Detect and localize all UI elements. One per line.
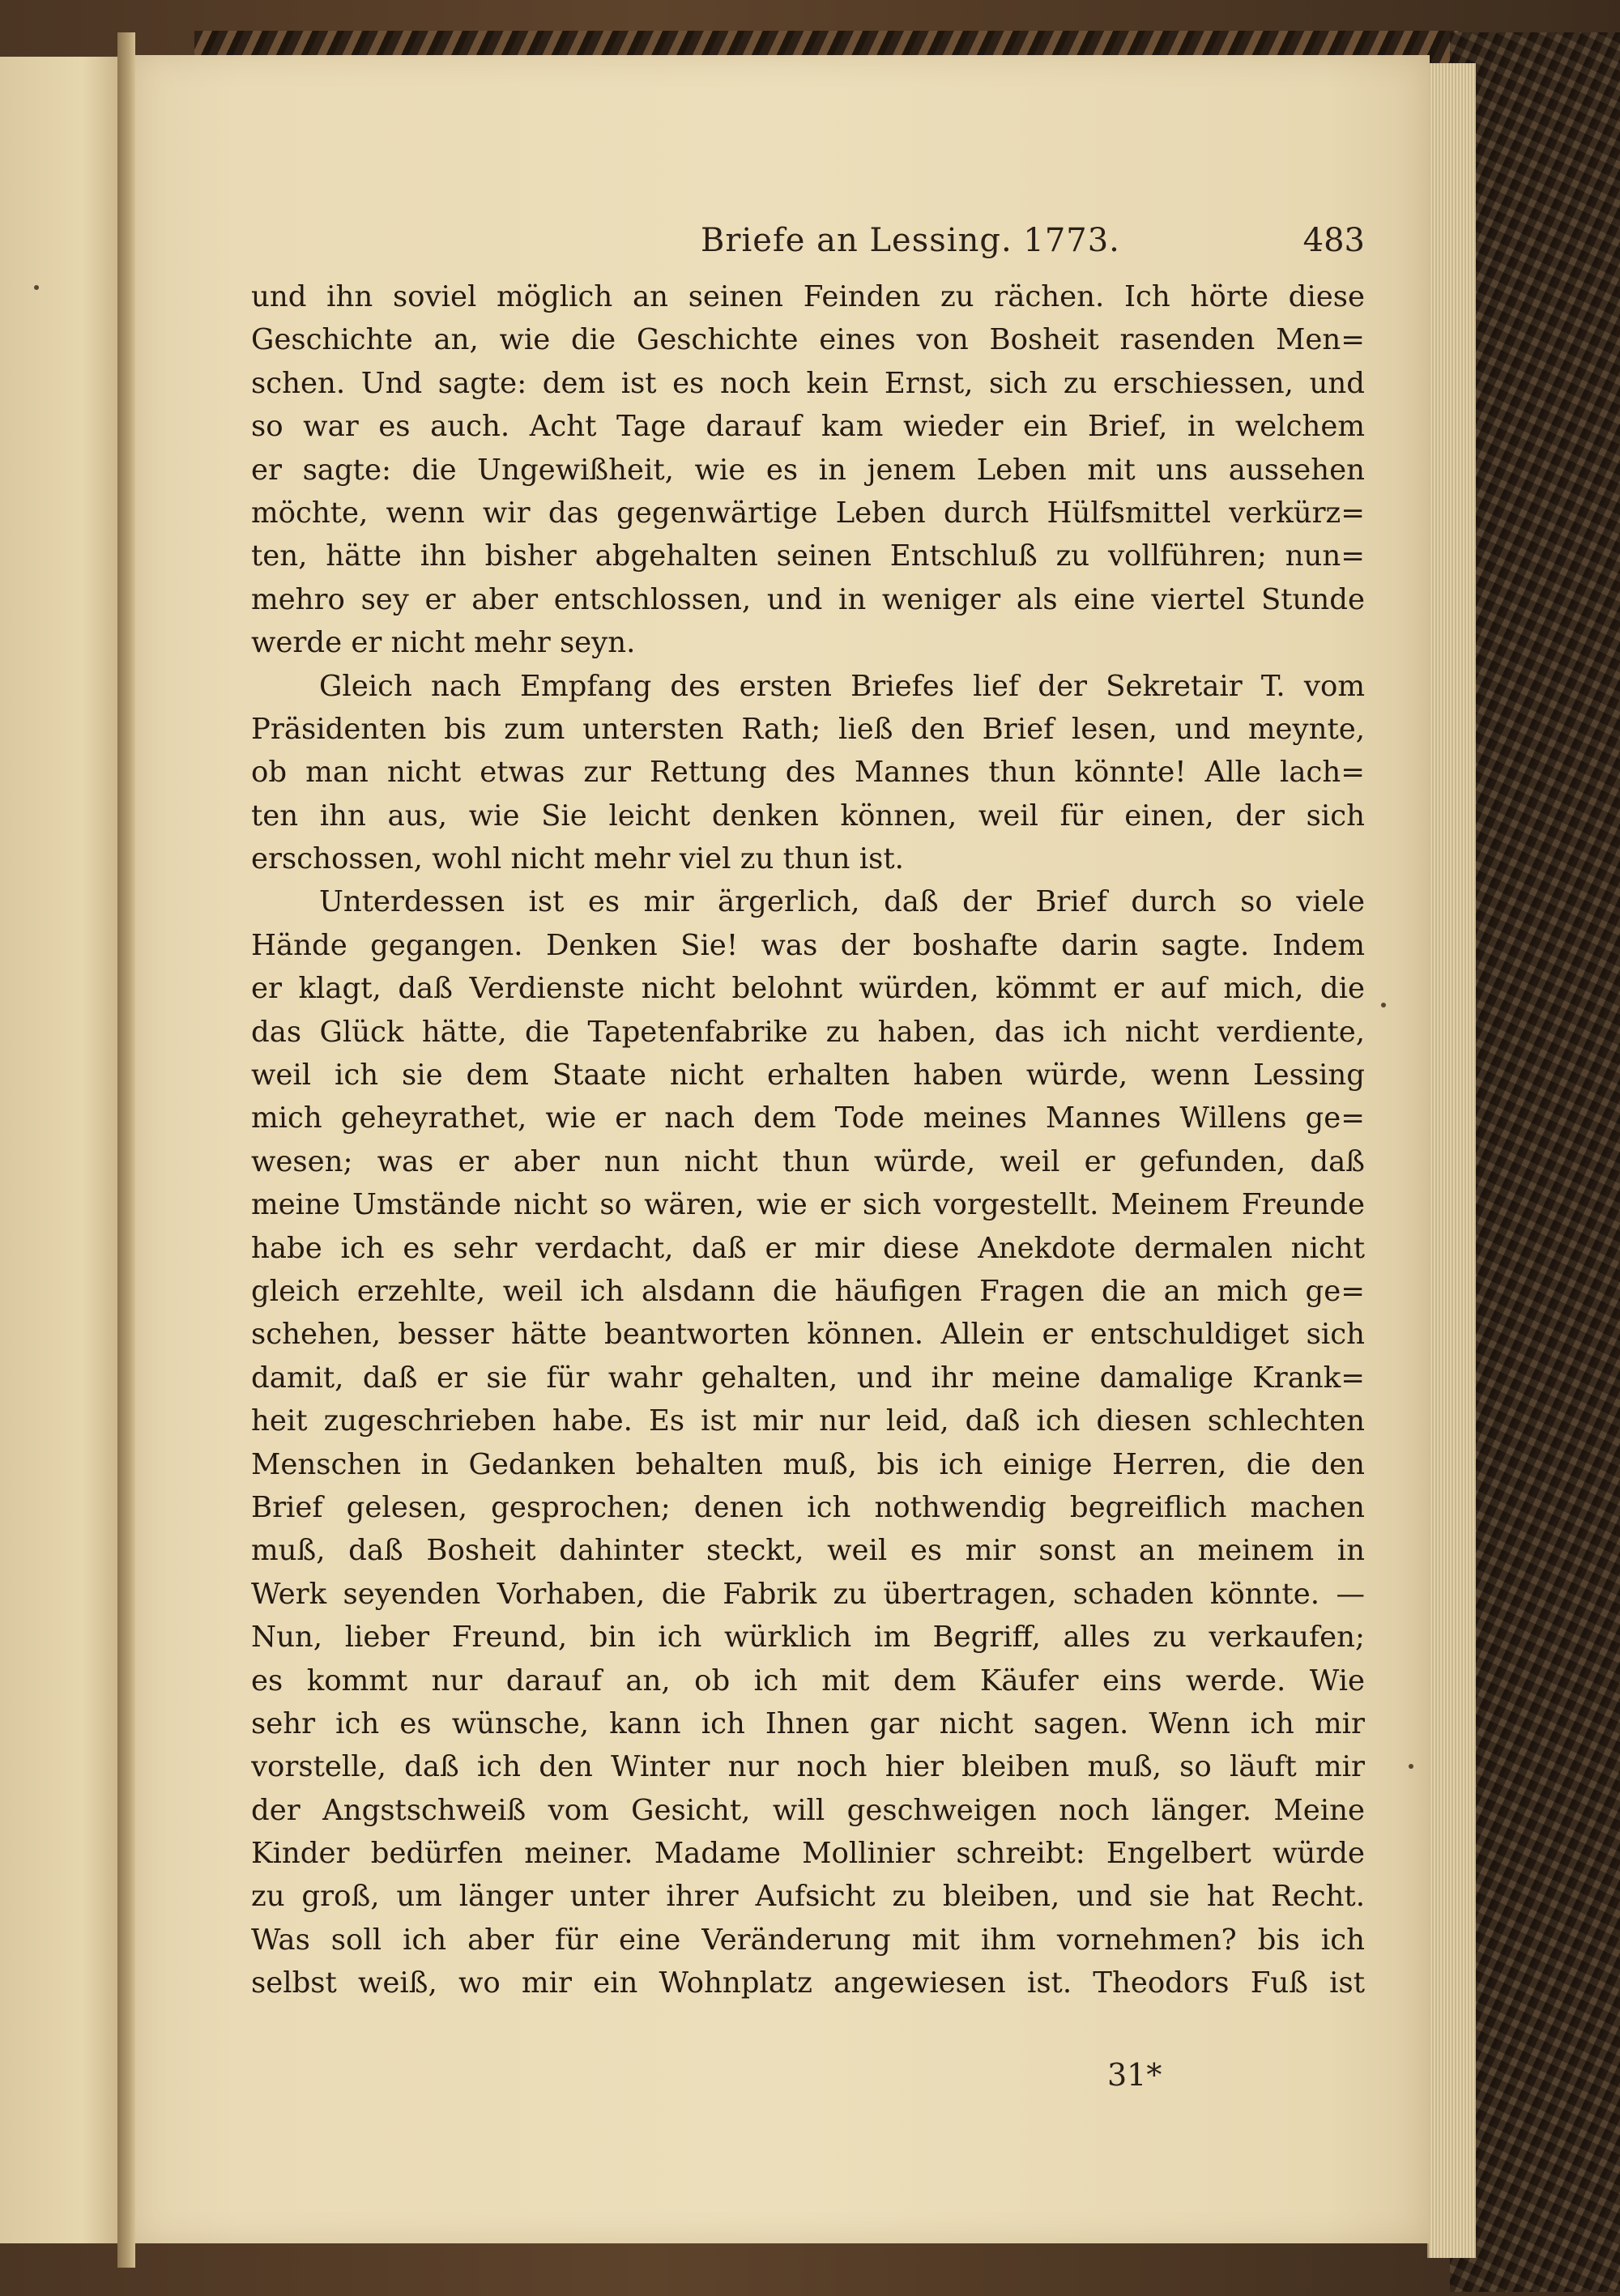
text-line: heit zugeschrieben habe. Es ist mir nur leid, daß ich diesen schlechten (251, 1404, 1365, 1438)
text-line: das Glück hätte, die Tapetenfabrike zu haben, das ich nicht verdiente, (251, 1015, 1365, 1049)
text-line: wesen; was er aber nun nicht thun würde, weil er gefunden, daß (251, 1144, 1365, 1178)
text-line: Hände gegangen. Denken Sie! was der boshafte darin sagte. Indem (251, 928, 1365, 962)
text-line: damit, daß er sie für wahr gehalten, und ihr meine damalige Krank= (251, 1361, 1365, 1395)
text-line: möchte, wenn wir das gegenwärtige Leben durch Hülfsmittel verkürz= (251, 496, 1365, 530)
text-line: mich geheyrathet, wie er nach dem Tode meines Mannes Willens ge= (251, 1101, 1365, 1135)
paragraph-start: Gleich nach Empfang des ersten Briefes lief der Sekretair T. vom (319, 669, 1365, 703)
text-line: Kinder bedürfen meiner. Madame Mollinier schreibt: Engelbert würde (251, 1837, 1365, 1871)
text-line: der Angstschweiß vom Gesicht, will geschweigen noch länger. Meine (251, 1793, 1365, 1827)
text-line: schehen, besser hätte beantworten können. Allein er entschuldiget sich (251, 1318, 1365, 1352)
page-body (251, 275, 1365, 2005)
text-line: habe ich es sehr verdacht, daß er mir diese Anekdote dermalen nicht (251, 1231, 1365, 1265)
text-line: Werk seyenden Vorhaben, die Fabrik zu übertragen, schaden könnte. — (251, 1577, 1365, 1611)
text-line: und ihn soviel möglich an seinen Feinden zu rächen. Ich hörte diese (251, 280, 1365, 313)
text-line: selbst weiß, wo mir ein Wohnplatz angewiesen ist. Theodors Fuß ist (251, 1966, 1365, 2000)
text-line: Menschen in Gedanken behalten muß, bis ich einige Herren, die den (251, 1447, 1365, 1481)
text-line: vorstelle, daß ich den Winter nur noch hier bleiben muß, so läuft mir (251, 1750, 1365, 1784)
text-line: ten, hätte ihn bisher abgehalten seinen Entschluß zu vollführen; nun= (251, 539, 1365, 573)
text-line: es kommt nur darauf an, ob ich mit dem Käufer eins werde. Wie (251, 1663, 1365, 1698)
text-line: meine Umstände nicht so wären, wie er sich vorgestellt. Meinem Freunde (251, 1188, 1365, 1222)
text-line: mehro sey er aber entschlossen, und in weniger als eine viertel Stunde (251, 582, 1365, 616)
text-line: schen. Und sagte: dem ist es noch kein Ernst, sich zu erschiessen, und (251, 366, 1365, 400)
text-line: Brief gelesen, gesprochen; denen ich nothwendig begreiflich machen (251, 1490, 1365, 1524)
text-line: Geschichte an, wie die Geschichte eines von Bosheit rasenden Men= (251, 323, 1365, 357)
page-header (255, 217, 1365, 266)
text-line: Präsidenten bis zum untersten Rath; ließ den Brief lesen, und meynte, (251, 712, 1365, 746)
book-gutter (117, 32, 135, 2268)
text-line: weil ich sie dem Staate nicht erhalten haben würde, wenn Lessing (251, 1059, 1365, 1093)
paragraph-start: Unterdessen ist es mir ärgerlich, daß der Brief durch so viele (319, 885, 1365, 919)
text-line: gleich erzehlte, weil ich alsdann die häufigen Fragen die an mich ge= (251, 1274, 1365, 1308)
text-line: sehr ich es wünsche, kann ich Ihnen gar nicht sagen. Wenn ich mir (251, 1706, 1365, 1740)
text-line: zu groß, um länger unter ihrer Aufsicht zu bleiben, und sie hat Recht. (251, 1880, 1365, 1914)
text-line: ten ihn aus, wie Sie leicht denken können, weil für einen, der sich (251, 799, 1365, 833)
text-line: er sagte: die Ungewißheit, wie es in jenem Leben mit uns aussehen (251, 453, 1365, 487)
text-line: Was soll ich aber für eine Veränderung mit ihm vornehmen? bis ich (251, 1923, 1365, 1957)
paper-speck (1409, 1764, 1413, 1769)
text-line: Nun, lieber Freund, bin ich würklich im Begriff, alles zu verkaufen; (251, 1621, 1365, 1655)
text-line: werde er nicht mehr seyn. (251, 626, 636, 660)
text-line: er klagt, daß Verdienste nicht belohnt würden, kömmt er auf mich, die (251, 972, 1365, 1006)
text-line: muß, daß Bosheit dahinter steckt, weil es mir sonst an meinem in (251, 1534, 1365, 1568)
book-page (135, 55, 1430, 2243)
page-block-edge (1427, 63, 1476, 2258)
paper-speck (1381, 1003, 1386, 1007)
page-number: 483 (1302, 222, 1365, 259)
text-line: ob man nicht etwas zur Rettung des Mannes thun könnte! Alle lach= (251, 756, 1365, 790)
previous-page-edge (0, 57, 120, 2243)
text-line: erschossen, wohl nicht mehr viel zu thun ist. (251, 842, 904, 876)
running-title: Briefe an Lessing. 1773. (701, 222, 1120, 259)
paper-speck (34, 285, 39, 290)
text-line: so war es auch. Acht Tage darauf kam wieder ein Brief, in welchem (251, 410, 1365, 444)
signature-mark: 31* (1107, 2057, 1162, 2093)
